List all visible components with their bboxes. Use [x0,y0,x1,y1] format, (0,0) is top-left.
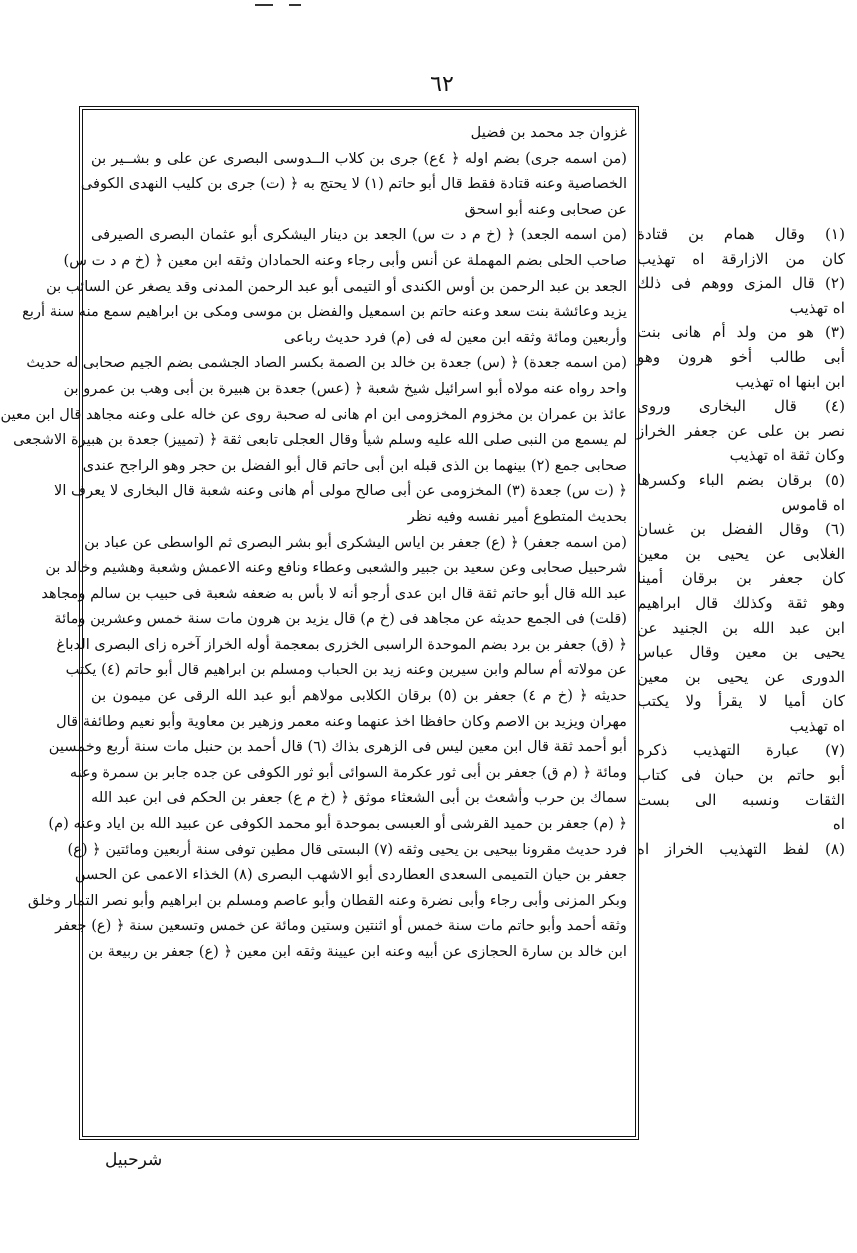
text-line: ومائة ﴿ (م ق) جعفر بن أبى ثور عكرمة السوائى أبو ثور الكوفى عن جده جابر بن سمرة وعنه [69,763,627,781]
footnote-line: اه [832,815,845,834]
text-line: عائذ بن عمران بن مخزوم المخزومى ابن ام هانى له صحبة روى عن خاله على وعنه مجاهد قال ابن معين [0,405,627,423]
footnote-line: الغلابى عن يحيى بن معين [637,544,845,563]
text-line: وثقه أحمد وأبو حاتم مات سنة خمس أو اثنتين وستين ومائة عن خمس وتسعين سنة ﴿ (ع) جعفر [55,917,627,935]
text-line: عن صحابى وعنه أبو اسحق [464,200,627,218]
text-line: الجعد بن عبد الرحمن بن أوس الكندى أو التيمى أبو عبد الرحمن المدنى وقد يصغر عن السائب بن [46,277,627,295]
text-line: شرحبيل صحابى وعن سعيد بن جبير والشعبى وعطاء ونافع وعنه الاعمش وشعبة وهشيم وخالد بن [45,559,627,577]
footnote-line: وكان ثقة اه تهذيب [729,446,845,465]
text-line: الخصاصية وعنه قتادة فقط قال أبو حاتم (١) لا يحتج به ﴿ (ت) جرى بن كليب النهدى الكوفى [80,175,627,193]
footnote-line: (٣) هو من ولد أم هانى بنت [637,323,845,342]
text-line: (من اسمه جرى) بضم اوله ﴿ ٤ع) جرى بن كلاب الــدوسى البصرى عن على و بشــير بن [91,149,627,167]
text-line: ﴿ (ق) جعفر بن برد بضم الموحدة الراسبى الخزرى بمعجمة أوله الخراز آخره زاى البصرى الدباغ [56,635,627,653]
footnote-line: الدورى عن يحيى بن معين [637,667,845,686]
text-line: وبكر المزنى وأبى رجاء وأبى نضرة وعنه القطان وأبو عاصم ومسلم بن ابراهيم وأبو نصر التمار وخلق [27,891,627,909]
text-line: يزيد وعائشة بنت سعد وعنه حاتم بن اسمعيل والفضل بن موسى ومكى بن ابراهيم سمع منه سنة أربع [22,303,627,321]
footnote-line: (٧) عبارة التهذيب ذكره [637,741,845,760]
footnote-line: (٦) وقال الفضل بن غسان [637,520,845,539]
margin-footnotes [637,222,845,861]
footnote-line: اه تهذيب [789,716,845,735]
text-line: (من اسمه جعفر) ﴿ (ع) جعفر بن اياس اليشكرى أبو بشر البصرى ثم الواسطى عن عباد بن [84,533,627,551]
text-line: أبو أحمد ثقة قال ابن معين ليس فى الزهرى بذاك (٦) قال أحمد بن حنبل مات سنة أربع وخمسين [48,738,627,756]
footnote-line: (٨) لفظ التهذيب الخراز اه [637,839,845,858]
scan-mark [255,4,273,6]
main-text-frame [0,106,639,1140]
text-line: لم يسمع من النبى صلى الله عليه وسلم شيأ وقال العجلى تابعى ثقة ﴿ (تمييز) جعدة بن هبيرة الاشجعى [13,431,627,449]
footnote-line: اه قاموس [781,495,845,514]
footnote-line: أبى طالب أخو هرون وهو [637,347,845,366]
footnote-line: (١) وقال همام بن قتادة [637,225,845,243]
footnote-line: نصر بن على عن جعفر الخراز [637,421,845,440]
text-line: جعفر بن حيان التميمى السعدى العطاردى أبو الاشهب البصرى (٨) الخذاء الاعمى عن الحسن [74,866,627,884]
footnote-line: اه تهذيب [789,298,845,317]
text-line: وأربعين ومائة وثقه ابن معين له فى (م) فرد حديث رباعى [283,328,627,346]
footnote-line: كان من الازارقة اه تهذيب [637,249,845,268]
footnote-line: وهو ثقة وكذلك قال ابراهيم [637,593,845,612]
footnote-line: كان أميا لا يقرأ ولا يكتب [637,692,845,711]
text-line: مهران ويزيد بن الاصم وكان حافظا اخذ عنهما وعنه معمر وزهير بن معاوية وأبو نعيم وطائفة قال [56,712,627,730]
text-line: غزوان جد محمد بن فضيل [470,124,627,141]
text-line: فرد حديث مقرونا بيحيى بن يحيى وثقه (٧) البستى قال مطين توفى سنة أربعين ومائتين ﴿ (ع) [67,840,627,858]
footnote-line: أبو حاتم بن حبان فى كتاب [637,766,845,785]
footnote-line: ابن ابنها اه تهذيب [735,372,845,391]
footnote-line: كان جعفر بن برقان أمينا [637,569,845,588]
text-line: (من اسمه الجعد) ﴿ (خ م د ت س) الجعد بن دينار اليشكرى أبو عثمان البصرى الصيرفى [91,226,627,244]
text-line: عبد الله قال أبو حاتم ثقة قال ابن عدى أرجو أنه لا بأس به ضعفه شعبة فى حبيب بن سالم ومجاهد [41,584,627,602]
footnote-line: (٥) برقان بضم الباء وكسرها [637,470,845,489]
text-line: (من اسمه جعدة) ﴿ (س) جعدة بن خالد بن الصمة بكسر الصاد الجشمى بضم الجيم صحابى له حديث [26,354,627,372]
text-line: ﴿ (م) جعفر بن حميد القرشى أو العبسى بموحدة أبو محمد الكوفى عن عبيد الله بن اياد وعنه (م) [48,815,627,833]
text-line: صاحب الحلى بضم المهملة عن أنس وأبى رجاء وعنه الحمادان وثقه ابن معين ﴿ (خ م د ت س) [63,251,627,269]
text-line: (قلت) فى الجمع حديثه عن مجاهد فى (خ م) قال يزيد بن هرون مات سنة خمس وعشرين ومائة [54,610,627,628]
page-number: ٦٢ [430,72,454,97]
scan-mark [289,4,301,6]
text-line: حديثه ﴿ (خ م ٤) جعفر بن (٥) برقان الكلابى مولاهم أبو عبد الله الرقى عن ميمون بن [91,687,627,705]
footnote-line: ابن عبد الله بن الجنيد عن [637,618,845,637]
footnote-line: الثقات ونسبه الى بست [637,790,845,809]
text-line: صحابى جمع (٢) بينهما بن الذى قبله ابن أبى حاتم قال أبو الفضل بن حجر وهو الراجح عندى [82,456,627,474]
catchword: شرحبيل [105,1150,163,1170]
text-line: سماك بن حرب وأشعث بن أبى الشعثاء موثق ﴿ (خ م ع) جعفر بن الحكم فى ابن عبد الله [91,789,627,807]
text-line: واحد رواه عنه مولاه أبو اسرائيل شيخ شعبة ﴿ (عس) جعدة بن هبيرة بن أبى وهب بن عمرو بن [63,379,627,397]
footnote-line: (٢) قال المزى ووهم فى ذلك [637,274,845,293]
footnote-line: (٤) قال البخارى وروى [637,397,845,416]
footnote-line: يحيى بن معين وقال عباس [637,643,845,662]
text-line: ابن خالد بن سارة الحجازى عن أبيه وعنه ابن عيينة وثقه ابن معين ﴿ (ع) جعفر بن ربيعة بن [88,943,627,960]
text-line: عن مولاته أم سالم وابن سيرين وعنه زيد بن الحباب ومسلم بن ابراهيم قال أبو حاتم (٤) يكتب [65,661,627,679]
text-line: ﴿ (ت س) جعدة (٣) المخزومى عن أبى صالح مولى أم هانى وعنه شعبة قال البخارى لا يعرف الا [54,482,627,500]
text-line: بحديث المتطوع أمير نفسه وفيه نظر [407,507,627,525]
